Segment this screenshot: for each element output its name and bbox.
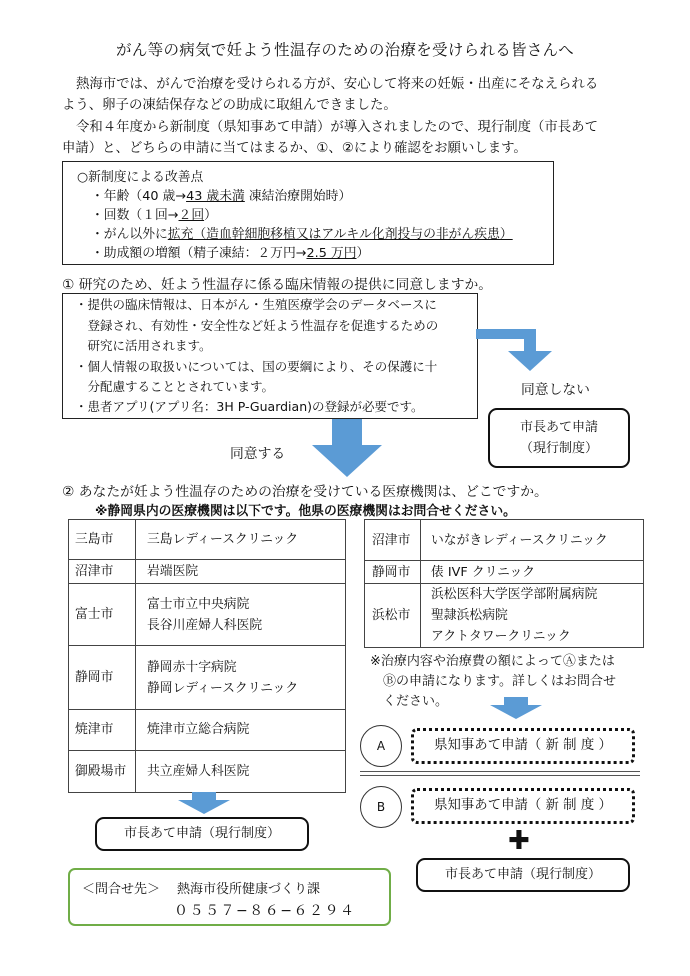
table-row: [69, 751, 345, 792]
improvement-item: [91, 185, 351, 204]
improvement-text: ）: [356, 246, 370, 261]
intro-paragraph-1: [62, 74, 662, 116]
note-line: ください。: [370, 694, 449, 709]
contact-label: ＜問合せ先＞: [82, 882, 161, 897]
note-line: ※治療内容や治療費の額によってⒶまたは: [370, 654, 615, 669]
info-line: ・個人情報の取扱いについては、国の要綱により、その保護に十: [75, 359, 438, 374]
hospital-cell: 静岡レディースクリニック: [147, 681, 299, 696]
option-a-circle: A: [360, 725, 402, 767]
improvement-text: ・助成額の増額（精子凍結：２万円→: [91, 246, 307, 261]
hospital-cell: アクトタワークリニック: [431, 629, 571, 644]
clinical-info-box: [62, 293, 478, 419]
improvement-text: ）: [204, 208, 217, 223]
hospital-table-left: [68, 519, 346, 793]
table-row: [69, 584, 345, 646]
city-cell: 沼津市: [372, 533, 411, 548]
info-line: 登録され、有効性・安全性など妊よう性温存を促進するための: [75, 318, 439, 333]
table-row: [69, 560, 345, 584]
mayor-application-box: [488, 408, 630, 468]
q2-note: ※静岡県内の医療機関は以下です。他県の医療機関はお問合せください。: [95, 504, 516, 519]
hospital-cell: 共立産婦人科医院: [147, 764, 250, 779]
city-cell: 浜松市: [372, 608, 411, 623]
table-row: [365, 584, 643, 647]
improvements-box: [62, 161, 554, 265]
hospital-cell: 三島レディースクリニック: [147, 532, 299, 547]
intro-line: よう、卵子の凍結保存などの助成に取組んできました。: [62, 98, 397, 113]
improvement-highlight: 拡充（造血幹細胞移植又はアルキル化剤投与の非がん疾患）: [167, 227, 513, 242]
table-row: [365, 561, 643, 584]
contact-box: [68, 868, 391, 926]
info-line: ・提供の臨床情報は、日本がん・生殖医療学会のデータベースに: [75, 297, 437, 312]
hospital-cell: 浜松医科大学医学部附属病院: [431, 587, 598, 602]
down-arrow-icon: [488, 697, 544, 721]
improvements-heading: ○新制度による改善点: [77, 170, 204, 185]
mayor-application-current-left: 市長あて申請（現行制度）: [95, 817, 309, 851]
contact-phone: ０５５７−８６−６２９４: [174, 903, 356, 919]
improvement-highlight: 43 歳未満: [186, 189, 245, 204]
improvement-text: 凍結治療開始時）: [244, 189, 352, 204]
intro-line: 熱海市では、がんで治療を受けられる方が、安心して将来の妊娠・出産にそなえられる: [76, 77, 599, 92]
mayor-application-current-right: 市長あて申請（現行制度）: [416, 858, 630, 892]
hospital-cell: 俵 IVF クリニック: [431, 565, 536, 580]
city-cell: 静岡市: [372, 565, 411, 580]
improvement-highlight: 2.5 万円: [306, 246, 357, 261]
mayor-box-line: （現行制度）: [519, 441, 598, 456]
table-row: [69, 520, 345, 560]
hospital-cell: 岩端医院: [147, 564, 199, 579]
intro-paragraph-2: [62, 117, 662, 159]
city-cell: 沼津市: [75, 564, 114, 579]
city-cell: 焼津市: [75, 722, 114, 737]
improvement-item: [91, 223, 513, 242]
question-2: ② あなたが妊よう性温存のための治療を受けている医療機関は、どこですか。: [62, 484, 548, 500]
info-line: 分配慮することとされています。: [75, 379, 275, 394]
improvement-item: [91, 204, 217, 223]
city-cell: 三島市: [75, 532, 114, 547]
separator-line: [360, 771, 640, 776]
improvement-text: ・年齢（40 歳→: [91, 189, 187, 204]
agree-arrow-icon: [312, 419, 384, 479]
disagree-arrow-icon: [476, 325, 576, 373]
option-b-box: 県知事あて申請（ 新 制 度 ）: [411, 788, 635, 824]
table-row: [365, 520, 643, 561]
info-line: ・患者アプリ(アプリ名：3H P-Guardian)の登録が必要です。: [75, 399, 424, 414]
intro-line: 令和４年度から新制度（県知事あて申請）が導入されましたので、現行制度（市長あて: [76, 120, 598, 135]
table-row: [69, 646, 345, 710]
hospital-cell: いながきレディースクリニック: [431, 533, 608, 548]
hospital-cell: 富士市立中央病院: [147, 597, 250, 612]
mayor-box-line: 市長あて申請: [519, 420, 598, 435]
city-cell: 富士市: [75, 607, 114, 622]
hospital-cell: 聖隷浜松病院: [431, 608, 508, 623]
city-cell: 静岡市: [75, 670, 114, 685]
improvement-item: [91, 242, 369, 261]
improvement-highlight: ２回: [178, 208, 205, 223]
city-cell: 御殿場市: [75, 764, 127, 779]
note-line: Ⓑの申請になります。詳しくはお問合せ: [370, 674, 616, 689]
improvement-text: ・がん以外に: [91, 227, 168, 242]
page-title: がん等の病気で妊よう性温存のための治療を受けられる皆さんへ: [116, 41, 574, 59]
disagree-label: 同意しない: [521, 382, 590, 398]
option-a-box: 県知事あて申請（ 新 制 度 ）: [411, 728, 635, 764]
question-1: ① 研究のため、妊よう性温存に係る臨床情報の提供に同意しますか。: [62, 277, 493, 293]
table-row: [69, 710, 345, 751]
plus-icon: ✚: [508, 826, 530, 856]
hospital-cell: 焼津市立総合病院: [147, 722, 250, 737]
improvement-text: ・回数（１回→: [91, 208, 179, 223]
info-line: 研究に活用されます。: [75, 338, 212, 353]
hospital-cell: 長谷川産婦人科医院: [147, 618, 263, 633]
agree-label: 同意する: [230, 446, 286, 462]
hospital-table-right: [364, 519, 644, 648]
hospital-cell: 静岡赤十字病院: [147, 660, 237, 675]
contact-department: 熱海市役所健康づくり課: [177, 882, 321, 897]
intro-line: 申請）と、どちらの申請に当てはまるか、①、②により確認をお願いします。: [62, 141, 527, 156]
down-arrow-icon: [176, 792, 232, 816]
option-b-circle: B: [360, 786, 402, 828]
